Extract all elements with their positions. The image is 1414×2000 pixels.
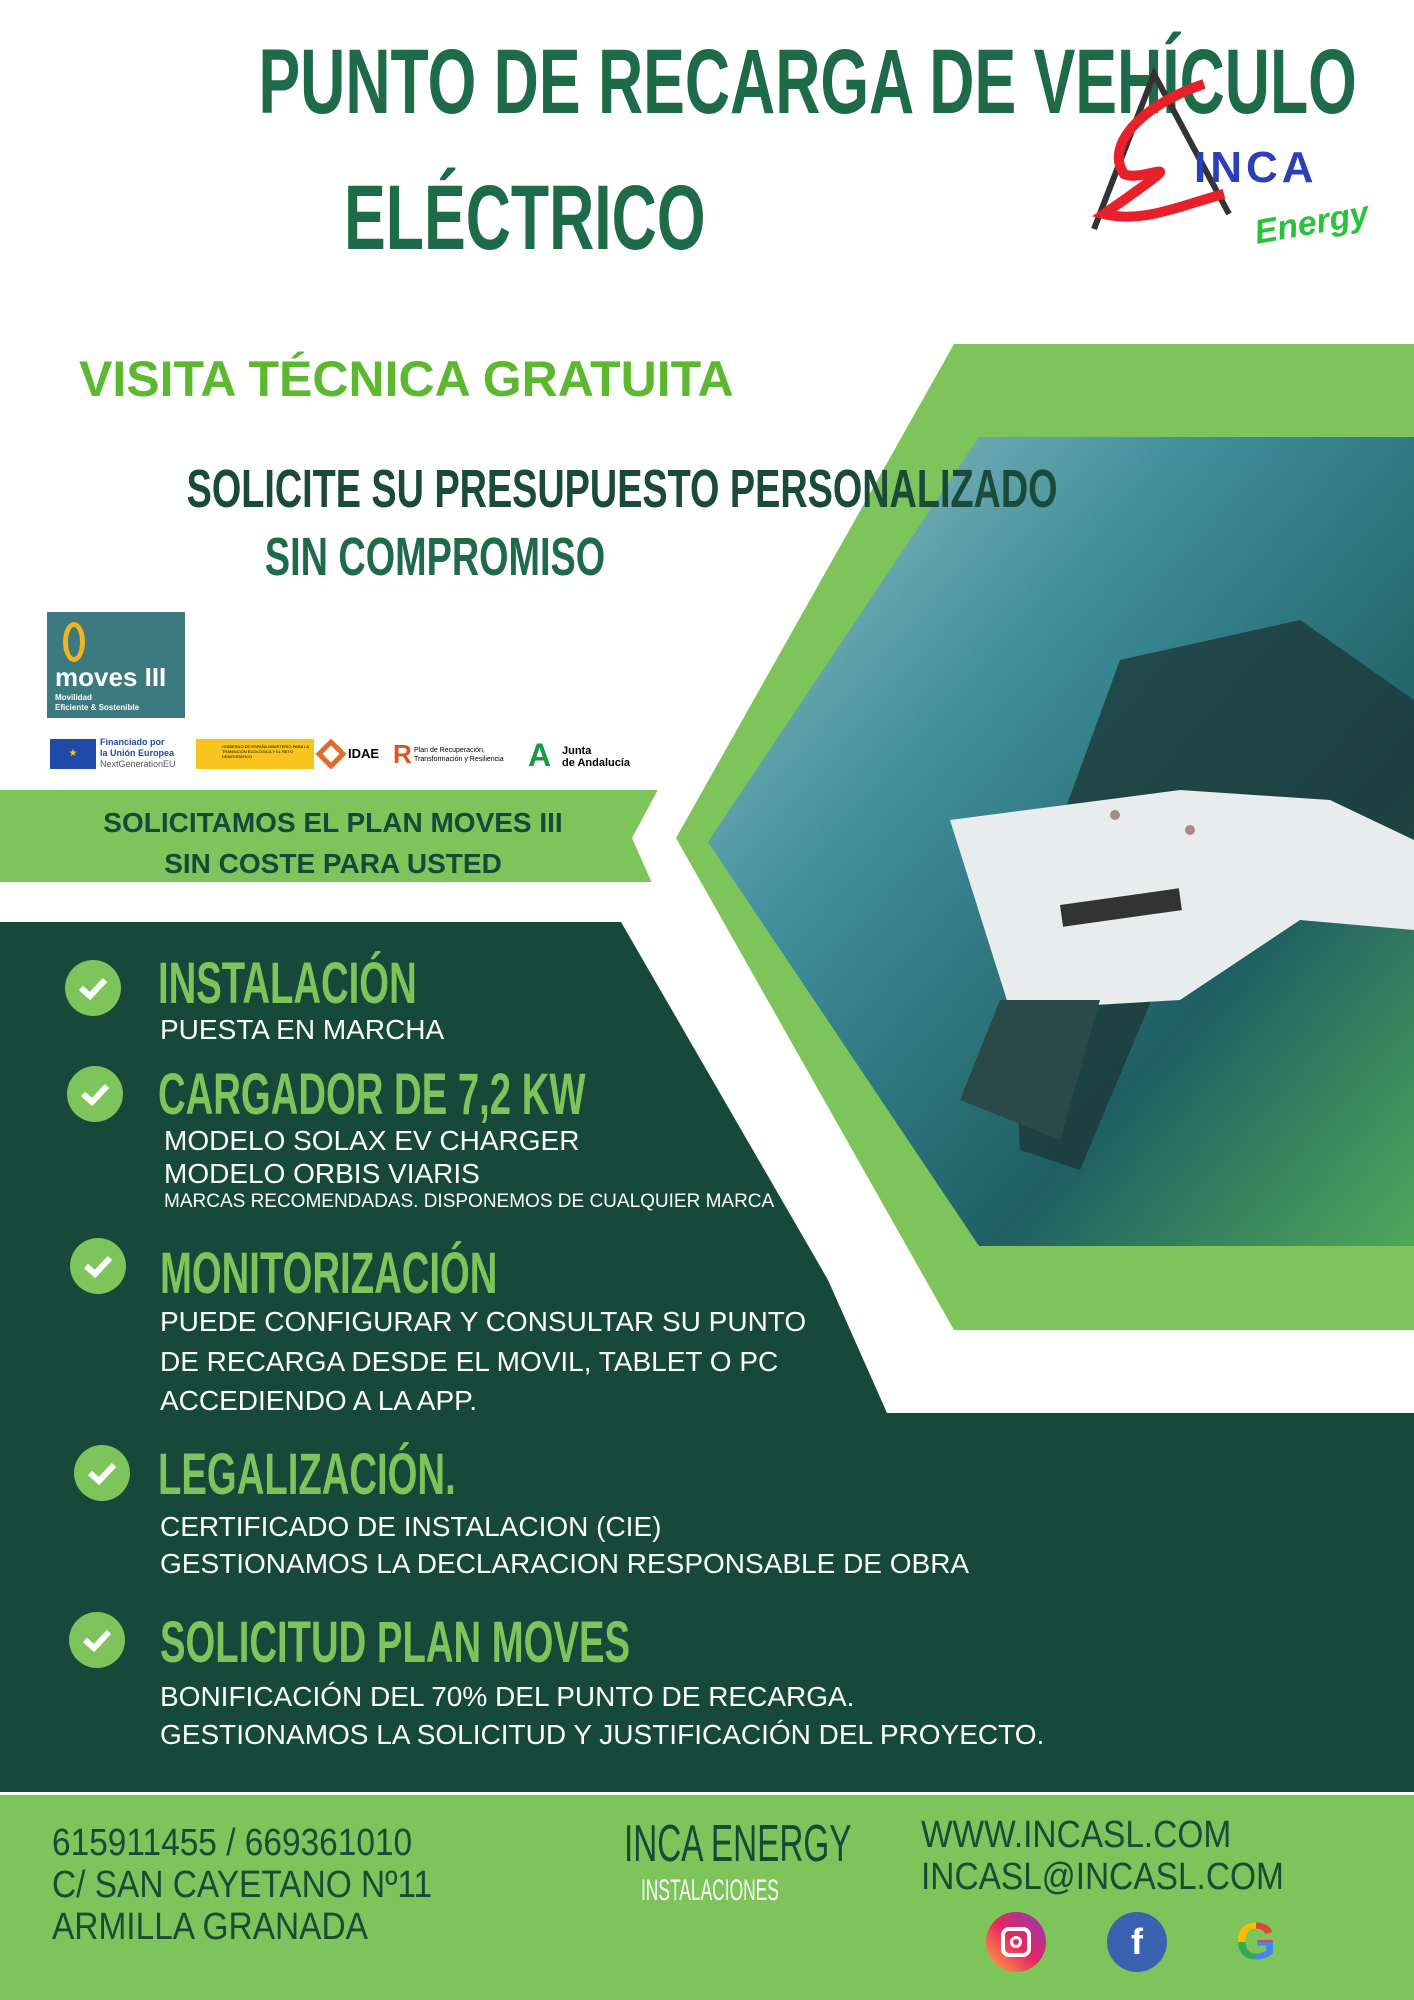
item-line: GESTIONAMOS LA DECLARACION RESPONSABLE DE OBRA (160, 1548, 970, 1579)
item-line: DE RECARGA DESDE EL MOVIL, TABLET O PC (160, 1346, 779, 1377)
item-line: PUEDE CONFIGURAR Y CONSULTAR SU PUNTO (160, 1306, 807, 1337)
facebook-icon[interactable]: f (1107, 1912, 1167, 1972)
footer-address: C/ SAN CAYETANO Nº11 (52, 1864, 433, 1906)
item-title-charger: CARGADOR DE 7,2 KW (158, 1062, 586, 1127)
quote-heading: SOLICITE SU PRESUPUESTO PERSONALIZADO (186, 459, 1058, 519)
junta-icon: A (528, 737, 552, 773)
item-line: ACCEDIENDO A LA APP. (160, 1385, 477, 1416)
no-commitment-heading: SIN COMPROMISO (264, 527, 606, 587)
item-title-monitoring: MONITORIZACIÓN (160, 1241, 498, 1306)
check-icon (69, 1612, 125, 1668)
item-line: GESTIONAMOS LA SOLICITUD Y JUSTIFICACIÓN DEL PROYECTO. (160, 1719, 1045, 1750)
item-title-moves-request: SOLICITUD PLAN MOVES (160, 1610, 631, 1675)
funding-logos-row: ★ Financiado por la Unión Europea NextGenerationEU GOBIERNO DE ESPAÑA MINISTERIO PARA LA TRANSICIÓN ECOLÓGICA Y EL RETO DEMOGRÁFICO IDAE R Plan de Recuperación, Transformación y Resiliencia A Junta de Andalucía (50, 737, 650, 775)
footer-city: ARMILLA GRANADA (52, 1906, 368, 1948)
check-icon (65, 960, 121, 1016)
item-title-installation: INSTALACIÓN (158, 951, 417, 1016)
gobierno-logo: GOBIERNO DE ESPAÑA MINISTERIO PARA LA TRANSICIÓN ECOLÓGICA Y EL RETO DEMOGRÁFICO (196, 739, 314, 769)
item-line: CERTIFICADO DE INSTALACION (CIE) (160, 1511, 662, 1542)
footer-brand: INCA ENERGY (623, 1815, 852, 1873)
item-line: PUESTA EN MARCHA (160, 1014, 445, 1045)
check-icon (67, 1066, 123, 1122)
item-line: MODELO SOLAX EV CHARGER (164, 1125, 580, 1156)
footer-brand-sub: INSTALACIONES (641, 1874, 779, 1907)
prtr-icon: R (393, 739, 412, 769)
free-visit-heading: VISITA TÉCNICA GRATUITA (79, 351, 734, 407)
moves-iii-logo: moves III Movilidad Eficiente & Sostenible (47, 612, 185, 718)
page-title-line1: PUNTO DE RECARGA DE VEHÍCULO (258, 31, 1357, 133)
item-title-legalization: LEGALIZACIÓN. (158, 1442, 456, 1507)
check-icon (70, 1238, 126, 1294)
check-icon (74, 1445, 130, 1501)
item-line: MODELO ORBIS VIARIS (164, 1158, 480, 1189)
instagram-icon[interactable] (986, 1912, 1046, 1972)
google-icon[interactable]: G (1235, 1913, 1277, 1971)
moves-band-text: SOLICITAMOS EL PLAN MOVES III SIN COSTE PARA USTED (103, 807, 563, 879)
item-line: BONIFICACIÓN DEL 70% DEL PUNTO DE RECARGA. (160, 1681, 855, 1712)
footer-website-link[interactable]: WWW.INCASL.COM (921, 1814, 1232, 1856)
inca-energy-logo: INCA Energy (1084, 64, 1374, 259)
page-title-line2: ELÉCTRICO (344, 167, 706, 269)
idae-icon (315, 738, 346, 769)
footer-email-link[interactable]: INCASL@INCASL.COM (921, 1856, 1284, 1898)
footer-phones: 615911455 / 669361010 (52, 1822, 413, 1864)
item-note: MARCAS RECOMENDADAS. DISPONEMOS DE CUALQUIER MARCA (164, 1192, 775, 1211)
eu-flag-icon: ★ (50, 739, 96, 769)
